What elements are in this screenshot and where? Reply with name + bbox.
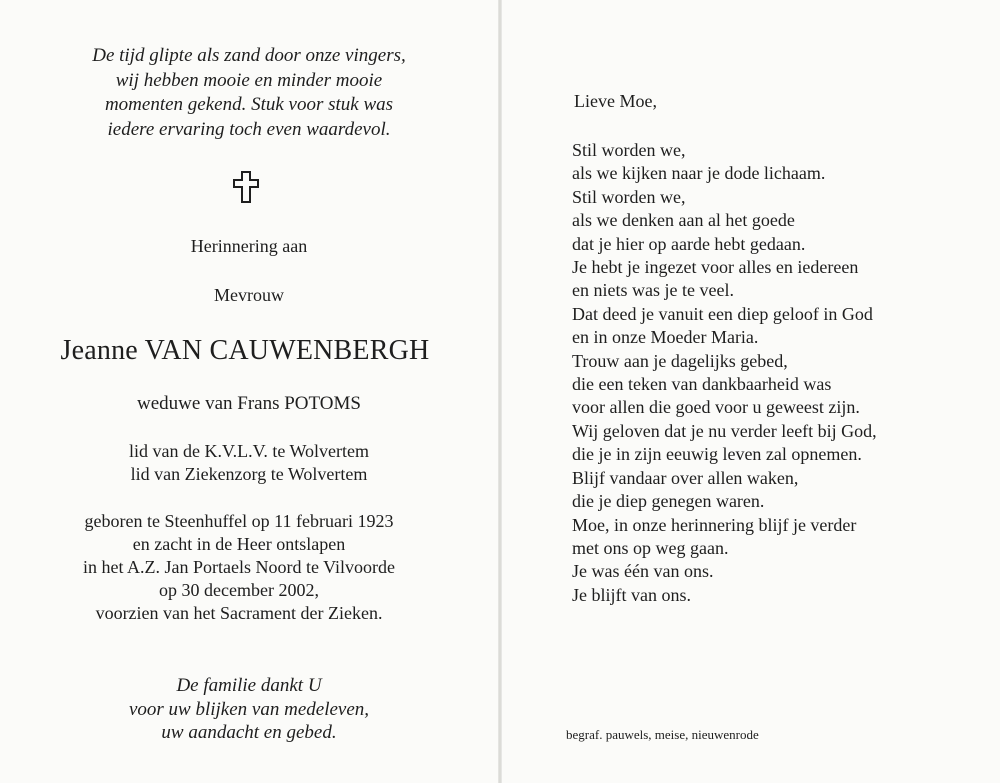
opening-poem [40,44,458,142]
poem-line: die je in zijn eeuwig leven zal opnemen. [572,444,862,465]
life-line: voorzien van het Sacrament der Zieken. [95,603,383,623]
memberships [0,440,498,486]
poem-line: De tijd glipte als zand door onze vingers, [92,45,406,66]
membership-line: lid van de K.V.L.V. te Wolvertem [128,441,370,461]
membership-line: lid van Ziekenzorg te Wolvertem [130,464,368,484]
life-line: op 30 december 2002, [159,580,319,600]
poem-line: momenten gekend. Stuk voor stuk was [104,94,394,115]
printer-credit: begraf. pauwels, meise, nieuwenrode [566,727,759,742]
poem-line: Dat deed je vanuit een diep geloof in God [572,303,873,324]
poem-line: Trouw aan je dagelijks gebed, [572,350,788,371]
salutation: Lieve Moe, [574,91,657,111]
latin-cross-icon [226,166,266,206]
deceased-name: Jeanne VAN CAUWENBERGH [60,335,430,366]
poem-line: Wij geloven dat je nu verder leeft bij God, [572,420,877,441]
honorific: Mevrouw [214,285,284,305]
poem-line: Je blijft van ons. [572,584,691,605]
poem-line: die je diep genegen waren. [572,491,765,512]
poem-line: en in onze Moeder Maria. [572,327,759,348]
poem-line: Blijf vandaar over allen waken, [572,467,799,488]
farewell-poem [572,139,877,607]
poem-line: als we denken aan al het goede [572,210,795,231]
poem-line: Moe, in onze herinnering blijf je verder [572,514,857,535]
poem-line: als we kijken naar je dode lichaam. [572,163,826,184]
poem-line: Stil worden we, [572,140,686,160]
thanks-line: voor uw blijken van medeleven, [128,698,370,720]
life-details [0,510,478,625]
right-panel [502,0,1000,783]
poem-line: dat je hier op aarde hebt gedaan. [572,233,806,254]
poem-line: Je was één van ons. [572,561,714,582]
poem-line: die een teken van dankbaarheid was [572,374,832,395]
remembrance-heading: Herinnering aan [190,236,308,256]
life-line: en zacht in de Heer ontslapen [132,534,346,554]
family-thanks [0,674,498,745]
poem-line: Stil worden we, [572,186,686,207]
poem-line: Je hebt je ingezet voor alles en iedereen [572,257,859,278]
poem-line: en niets was je te veel. [572,280,734,301]
life-line: geboren te Steenhuffel op 11 februari 1923 [84,511,394,531]
thanks-line: De familie dankt U [176,675,322,696]
spouse-line: weduwe van Frans POTOMS [137,393,361,414]
poem-line: wij hebben mooie en minder mooie [115,69,383,91]
thanks-line: uw aandacht en gebed. [161,722,337,743]
poem-line: iedere ervaring toch even waardevol. [107,118,391,140]
poem-line: voor allen die goed voor u geweest zijn. [572,397,860,418]
poem-line: met ons op weg gaan. [572,537,729,558]
life-line: in het A.Z. Jan Portaels Noord te Vilvoorde [82,557,396,577]
left-panel [0,0,498,783]
